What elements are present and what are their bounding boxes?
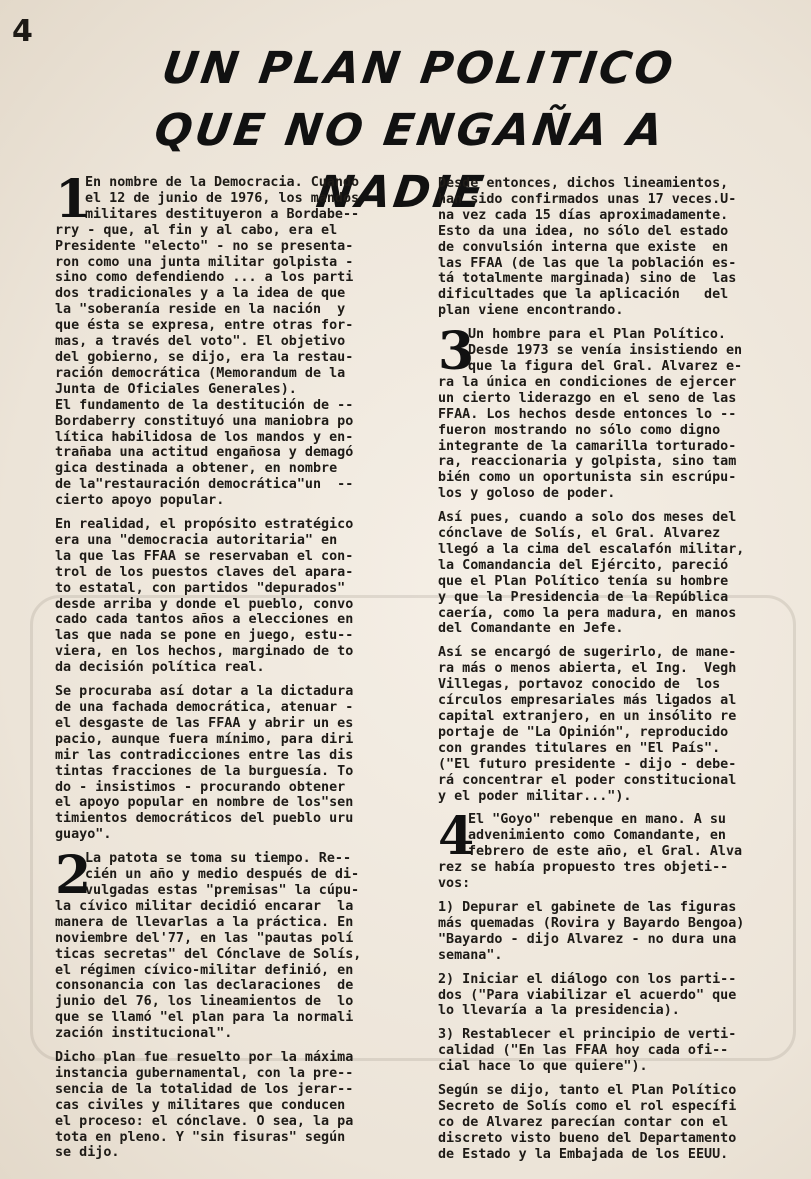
text-line: Villegas, portavoz conocido de los [438, 677, 721, 693]
left-column [55, 169, 415, 1169]
text-line: del Comandante en Jefe. [438, 621, 624, 637]
text-line: que la figura del Gral. Alvarez e- [468, 358, 743, 374]
text-line: y el poder militar..."). [438, 788, 632, 804]
text-line: cierto apoyo popular. [55, 493, 225, 509]
text-line: noviembre del'77, en las "pautas polí [55, 930, 354, 946]
text-line: discreto visto bueno del Departamento [438, 1130, 737, 1146]
text-line: dos tradicionales y a la idea de que [55, 286, 346, 302]
text-line: la "soberanía reside en la nación y [55, 302, 346, 318]
text-line: pacio, aunque fuera mínimo, para diri [55, 731, 354, 747]
text-line: las que nada se pone en juego, estu-- [55, 628, 354, 644]
text-line: cién un año y medio después de di- [85, 867, 360, 883]
text-line: Según se dijo, tanto el Plan Político [438, 1083, 737, 1099]
section-4-text [438, 806, 798, 892]
right-paragraph-3 [438, 510, 798, 637]
text-line: más quemadas (Rovira y Bayardo Bengoa) [438, 915, 745, 931]
text-line: sencia de la totalidad de los jerar-- [55, 1081, 354, 1097]
text-line: trañaba una actitud engañosa y demagó [55, 445, 354, 461]
text-line: ra la única en condiciones de ejercer [438, 374, 737, 390]
text-line: to estatal, con partidos "depurados" [55, 580, 346, 596]
text-line: En realidad, el propósito estratégico [55, 517, 354, 533]
text-line: co de Alvarez parecían contar con el [438, 1114, 729, 1130]
text-line: ticas secretas" del Cónclave de Solís, [55, 946, 362, 962]
paragraph-5 [55, 1050, 415, 1161]
dropcap-1: 1 [55, 169, 92, 230]
text-line: lítica habilidosa de los mandos y en- [55, 429, 354, 445]
dropcap-2: 2 [55, 845, 92, 907]
text-line: tintas fracciones de la burguesía. To [55, 763, 354, 779]
text-line: cas civiles y militares que conducen [55, 1097, 346, 1113]
text-line: consonancia con las declaraciones de [55, 978, 354, 994]
section-2 [55, 845, 415, 1042]
paragraph-2 [55, 517, 415, 676]
text-line: El "Goyo" rebenque en mano. A su [468, 812, 726, 828]
text-line: caería, como la pera madura, en manos [438, 605, 737, 621]
text-line: portaje de "La Opinión", reproducido [438, 724, 729, 740]
text-line: manera de llevarlas a la práctica. En [55, 914, 354, 930]
text-line: del gobierno, se dijo, era la restau- [55, 349, 354, 365]
text-line: 2) Iniciar el diálogo con los parti-- [438, 971, 737, 987]
text-line: han sido confirmados unas 17 veces.U- [438, 191, 737, 207]
text-line: tota en pleno. Y "sin fisuras" según [55, 1129, 346, 1145]
text-line: mir las contradicciones entre las dis [55, 747, 354, 763]
dropcap-3: 3 [438, 321, 475, 383]
text-line: rá concentrar el poder constitucional [438, 772, 737, 788]
section-2-text [55, 845, 415, 1042]
text-line: ron como una junta militar golpista - [55, 254, 354, 270]
text-line: Desde 1973 se venía insistiendo en [468, 343, 743, 359]
text-line: la que las FFAA se reservaban el con- [55, 548, 354, 564]
text-line: Así pues, cuando a solo dos meses del [438, 510, 737, 526]
text-line: fueron mostrando no sólo como digno [438, 422, 721, 438]
final-paragraph [438, 1083, 798, 1163]
text-line: trol de los puestos claves del apara- [55, 564, 354, 580]
text-line: el régimen cívico-militar definió, en [55, 962, 354, 978]
text-line: un cierto liderazgo en el seno de las [438, 390, 737, 406]
text-line: que se llamó "el plan para la normali [55, 1010, 354, 1026]
text-line: zación institucional". [55, 1026, 233, 1042]
text-line: instancia gubernamental, con la pre-- [55, 1065, 354, 1081]
dropcap-4: 4 [438, 806, 475, 868]
text-line: Se procuraba así dotar a la dictadura [55, 684, 354, 700]
text-line: la Comandancia del Ejército, pareció [438, 557, 729, 573]
text-line: cado cada tantos años a elecciones en [55, 612, 354, 628]
text-line: na vez cada 15 días aproximadamente. [438, 207, 729, 223]
title-line-1: UN PLAN POLITICO [158, 43, 679, 94]
text-line: vos: [438, 876, 471, 892]
text-line: sino como defendiendo ... a los parti [55, 270, 354, 286]
text-line: el 12 de junio de 1976, los mandos [85, 190, 360, 206]
paragraph-3 [55, 684, 415, 843]
text-line: Desde entonces, dichos lineamientos, [438, 176, 729, 191]
text-line: el proceso: el cónclave. O sea, la pa [55, 1113, 354, 1129]
text-line: rez se había propuesto tres objeti-- [438, 860, 729, 876]
text-line: Presidente "electo" - no se presenta- [55, 238, 354, 254]
text-line: semana". [438, 947, 503, 963]
page-number: 4 [12, 14, 33, 49]
text-line: 1) Depurar el gabinete de las figuras [438, 899, 737, 915]
text-line: cónclave de Solís, el Gral. Alvarez [438, 526, 721, 542]
text-line: llegó a la cima del escalafón militar, [438, 541, 745, 557]
text-line: plan viene encontrando. [438, 303, 624, 319]
text-line: y que la Presidencia de la República [438, 589, 729, 605]
text-line: FFAA. Los hechos desde entonces lo -- [438, 406, 737, 422]
text-line: gica destinada a obtener, en nombre [55, 461, 338, 477]
text-line: cial hace lo que quiere"). [438, 1059, 648, 1075]
right-column [438, 176, 798, 1171]
text-line: ración democrática (Memorandum de la [55, 365, 346, 381]
text-line: 3) Restablecer el principio de verti- [438, 1027, 737, 1043]
right-paragraph-4 [438, 645, 798, 804]
text-line: Junta de Oficiales Generales). [55, 381, 297, 397]
text-line: advenimiento como Comandante, en [468, 828, 726, 844]
text-line: Bordaberry constituyó una maniobra po [55, 413, 354, 429]
text-line: desde arriba y donde el pueblo, convo [55, 596, 354, 612]
right-paragraph-1 [438, 176, 798, 319]
text-line: calidad ("En las FFAA hoy cada ofi-- [438, 1043, 729, 1059]
text-line: de la"restauración democrática"un -- [55, 477, 354, 493]
list-item-2 [438, 972, 798, 1020]
text-line: de una fachada democrática, atenuar - [55, 700, 354, 715]
text-line: vulgadas estas "premisas" la cúpu- [85, 882, 360, 898]
text-line: En nombre de la Democracia. Cuando [85, 175, 360, 190]
text-line: El fundamento de la destitución de -- [55, 397, 354, 413]
text-line: lo llevaría a la presidencia). [438, 1003, 680, 1019]
text-line: Esto da una idea, no sólo del estado [438, 223, 729, 239]
text-line: da decisión política real. [55, 660, 265, 676]
section-3-text [438, 321, 798, 502]
text-line: viera, en los hechos, marginado de to [55, 644, 354, 660]
text-line: ra más o menos abierta, el Ing. Vegh [438, 661, 737, 677]
text-line: era una "democracia autoritaria" en [55, 532, 338, 548]
text-line: febrero de este año, el Gral. Alva [468, 844, 743, 860]
text-line: que ésta se expresa, entre otras for- [55, 318, 354, 334]
text-line: círculos empresariales más ligados al [438, 693, 737, 709]
text-line: que el Plan Político tenía su hombre [438, 573, 729, 589]
text-line: Así se encargó de sugerirlo, de mane- [438, 645, 737, 661]
text-line: dos ("Para viabilizar el acuerdo" que [438, 987, 737, 1003]
section-3 [438, 321, 798, 502]
title-line-2: QUE NO ENGAÑA A NADIE [151, 105, 669, 218]
text-line: las FFAA (de las que la población es- [438, 255, 737, 271]
text-line: do - insistimos - procurando obtener [55, 779, 346, 795]
text-line: integrante de la camarilla torturado- [438, 438, 737, 454]
text-line: tá totalmente marginada) sino de las [438, 271, 737, 287]
text-line: se dijo. [55, 1145, 120, 1161]
section-1 [55, 169, 415, 509]
text-line: con grandes titulares en "El País". [438, 740, 721, 756]
text-line: militares destituyeron a Bordabe-- [85, 206, 360, 222]
text-line: mas, a través del voto". El objetivo [55, 334, 346, 350]
text-line: capital extranjero, en un insólito re [438, 709, 737, 724]
text-line: el apoyo popular en nombre de los"sen [55, 795, 354, 811]
text-line: ("El futuro presidente - dijo - debe- [438, 756, 737, 772]
text-line: Dicho plan fue resuelto por la máxima [55, 1050, 354, 1066]
text-line: La patota se toma su tiempo. Re-- [85, 851, 352, 867]
text-line: bién como un oportunista sin escrúpu- [438, 470, 737, 486]
text-line: guayo". [55, 827, 112, 843]
text-line: junio del 76, los lineamientos de lo [55, 994, 354, 1010]
text-line: la cívico militar decidió encarar la [55, 898, 354, 914]
section-1-text [55, 169, 415, 509]
list-item-1 [438, 900, 798, 964]
text-line: el desgaste de las FFAA y abrir un es [55, 715, 354, 731]
text-line: de Estado y la Embajada de los EEUU. [438, 1146, 729, 1162]
text-line: de convulsión interna que existe en [438, 239, 729, 255]
text-line: timientos democráticos del pueblo uru [55, 811, 354, 827]
text-line: Un hombre para el Plan Político. [468, 327, 726, 343]
text-line: rry - que, al fin y al cabo, era el [55, 222, 338, 238]
text-line: "Bayardo - dijo Alvarez - no dura una [438, 931, 737, 947]
text-line: los y goloso de poder. [438, 486, 616, 502]
list-item-3 [438, 1027, 798, 1075]
text-line: ra, reaccionaria y golpista, sino tam [438, 454, 737, 470]
text-line: dificultades que la aplicación del [438, 287, 729, 303]
section-4 [438, 806, 798, 892]
text-line: Secreto de Solís como el rol específi [438, 1098, 737, 1114]
